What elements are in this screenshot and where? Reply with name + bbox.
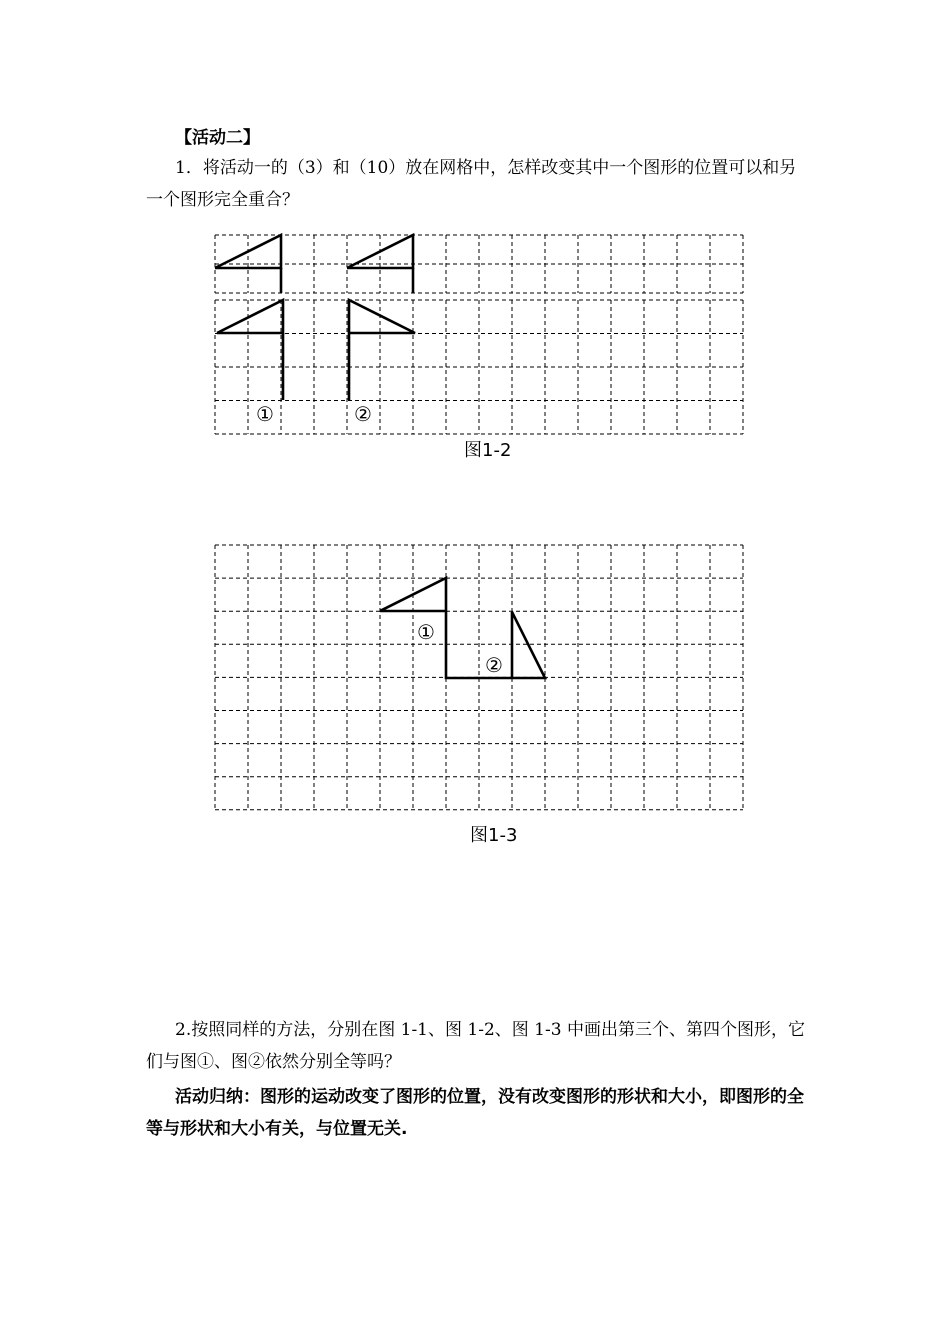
section-title: 【活动二】 [175, 128, 260, 148]
figure-1-2-label-1: ① [256, 402, 274, 426]
shape-2 [512, 612, 545, 678]
figure-1-2-caption: 图1-2 [464, 440, 512, 461]
flag-1-shape [217, 300, 283, 333]
flag-2-shape [349, 300, 415, 400]
question-1: 1．将活动一的（3）和（10）放在网格中，怎样改变其中一个图形的位置可以和另一个图形完全重合？ [146, 158, 797, 210]
figure-1-2-main-grid [215, 300, 743, 434]
figure-1-2-top-grid [215, 235, 743, 293]
question-2: 2.按照同样的方法，分别在图 1-1、图 1-2、图 1-3 中画出第三个、第四个图形，它们与图①、图②依然分别全等吗？ [146, 1020, 805, 1072]
activity-summary: 活动归纳：图形的运动改变了图形的位置，没有改变图形的形状和大小，即图形的全等与形状和大小有关，与位置无关. [146, 1087, 804, 1139]
figure-1-2-label-2: ② [354, 402, 372, 426]
figure-1-3-label-1: ① [417, 620, 435, 644]
figure-1-3-caption: 图1-3 [470, 825, 518, 846]
figure-1-3-label-2: ② [485, 653, 503, 677]
